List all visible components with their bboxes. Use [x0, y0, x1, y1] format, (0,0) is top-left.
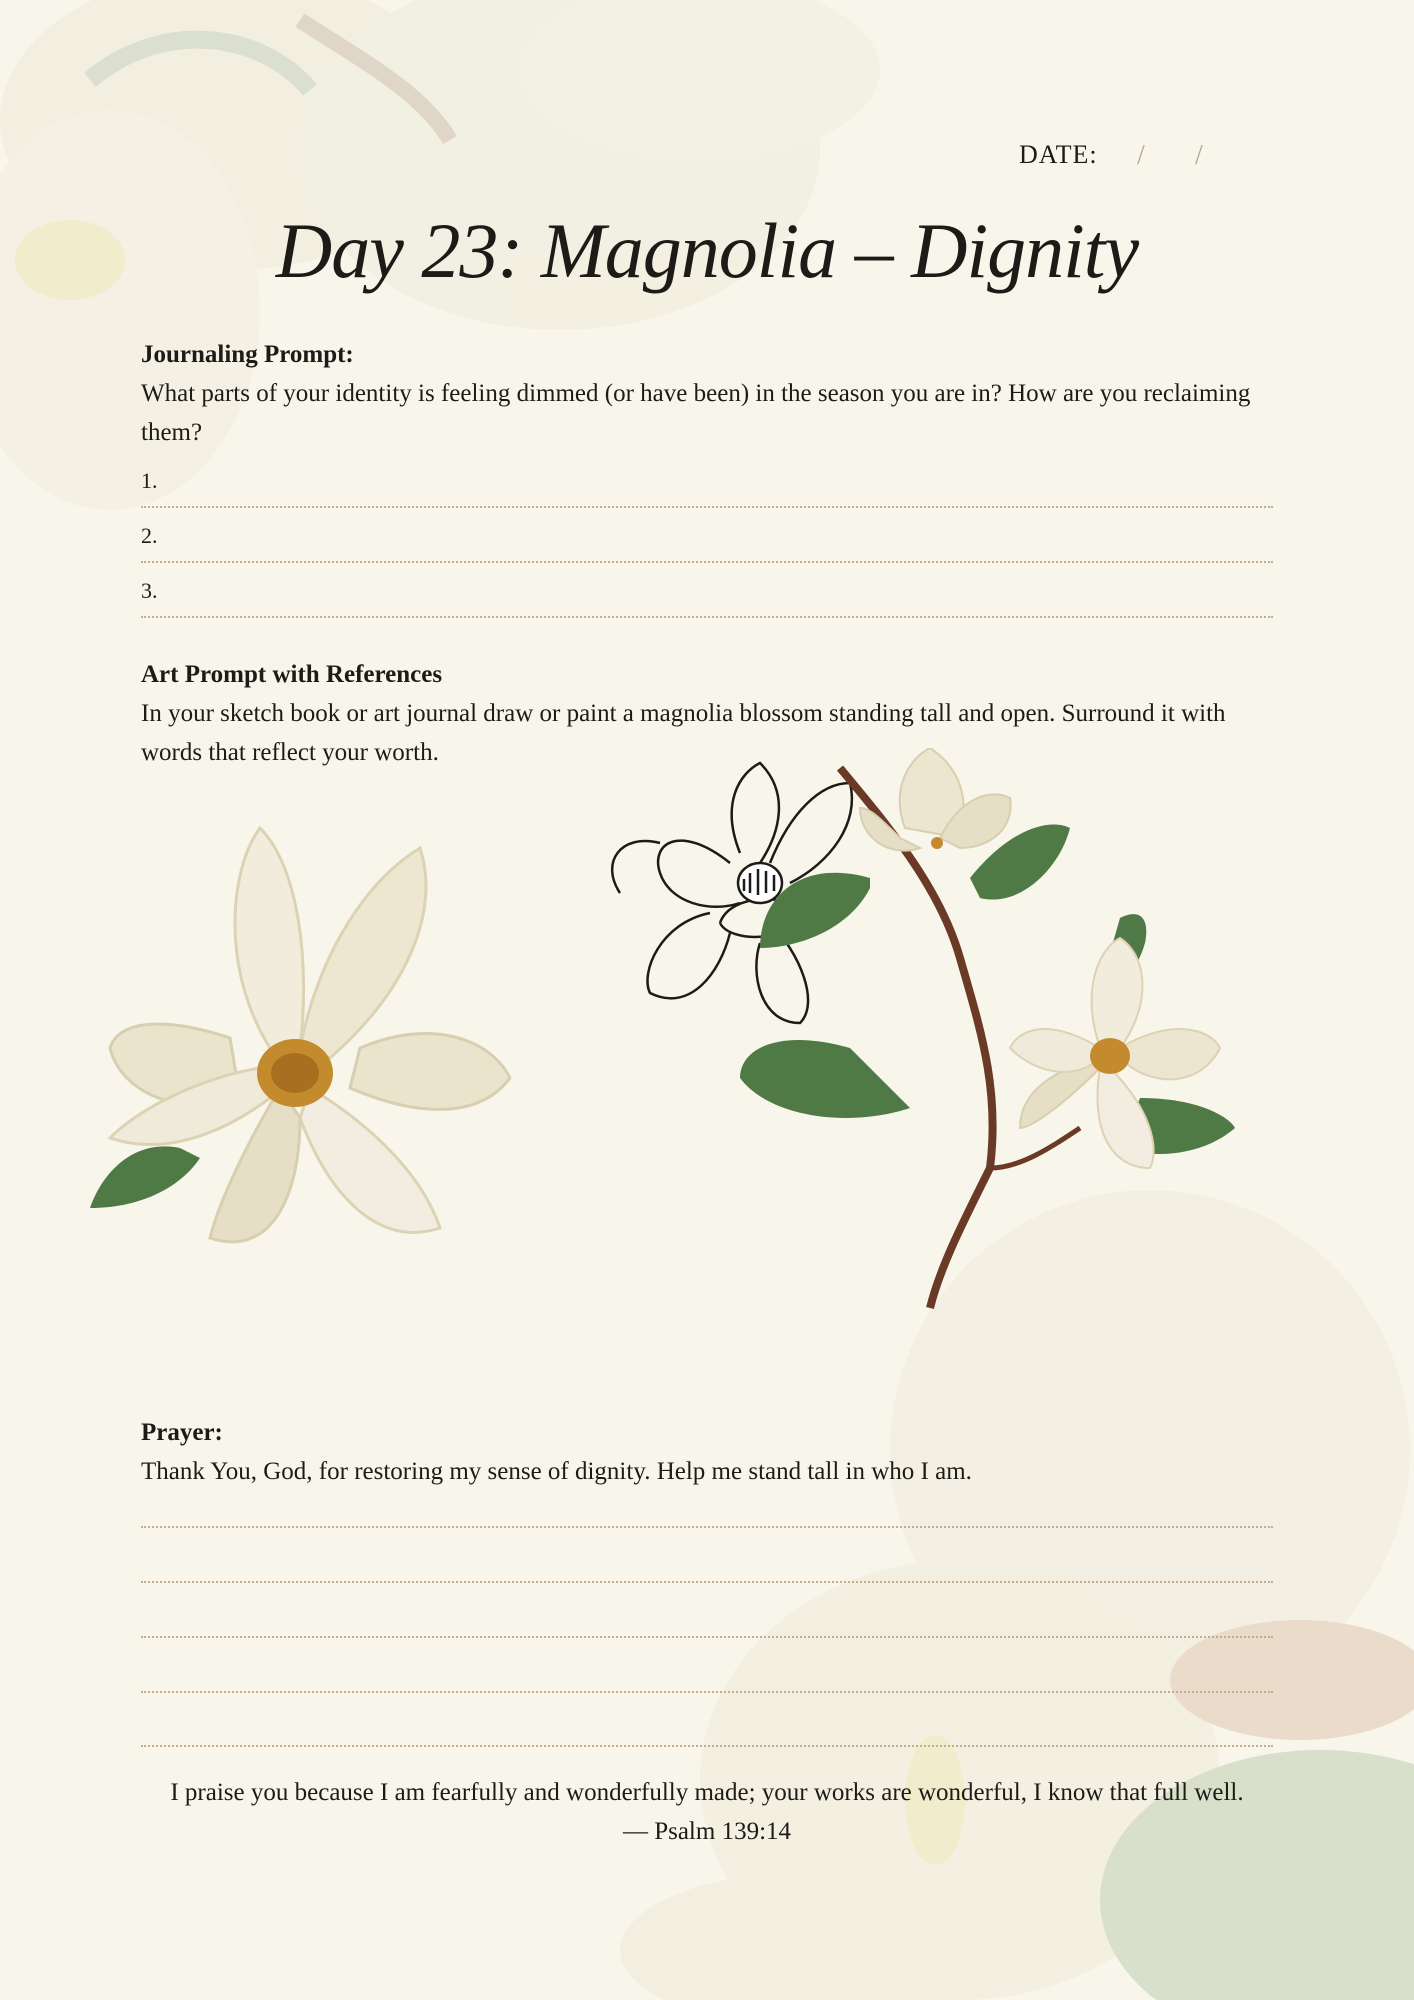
journal-line-number: 3. [141, 578, 158, 603]
scripture-verse: I praise you because I am fearfully and wonderfully made; your works are wonderful, I know that full well. [170, 1779, 1244, 1806]
journal-line-number: 1. [141, 468, 158, 493]
date-field[interactable] [1019, 140, 1204, 171]
prayer-writing-line[interactable] [141, 1526, 1273, 1528]
magnolia-reference-illustrations [60, 748, 1310, 1318]
art-prompt: In your sketch book or art journal draw or paint a magnolia blossom standing tall and open. Surround it with words that reflect your worth. [141, 700, 1226, 766]
date-separator: / [1195, 140, 1204, 171]
prayer-writing-line[interactable] [141, 1691, 1273, 1693]
journal-writing-line[interactable] [141, 561, 1273, 563]
prayer-writing-line[interactable] [141, 1581, 1273, 1583]
prayer-writing-line[interactable] [141, 1745, 1273, 1747]
art-heading: Art Prompt with References [141, 661, 443, 688]
painted-magnolia-branch-image [740, 748, 1235, 1308]
prayer-writing-line[interactable] [141, 1636, 1273, 1638]
date-label: DATE: [1019, 140, 1098, 169]
prayer-heading: Prayer: [141, 1419, 223, 1446]
date-separator: / [1137, 140, 1146, 171]
scripture-reference: — Psalm 139:14 [622, 1818, 792, 1845]
journal-line-number: 2. [141, 523, 158, 548]
prayer-text: Thank You, God, for restoring my sense of dignity. Help me stand tall in who I am. [141, 1458, 972, 1485]
journal-writing-line[interactable] [141, 506, 1273, 508]
page-title: Day 23: Magnolia – Dignity [275, 207, 1139, 294]
journaling-prompt: What parts of your identity is feeling dimmed (or have been) in the season you are in? How are you reclaiming them? [141, 380, 1251, 446]
journal-writing-line[interactable] [141, 616, 1273, 618]
painted-magnolia-image [90, 828, 510, 1242]
journaling-heading: Journaling Prompt: [141, 341, 354, 368]
